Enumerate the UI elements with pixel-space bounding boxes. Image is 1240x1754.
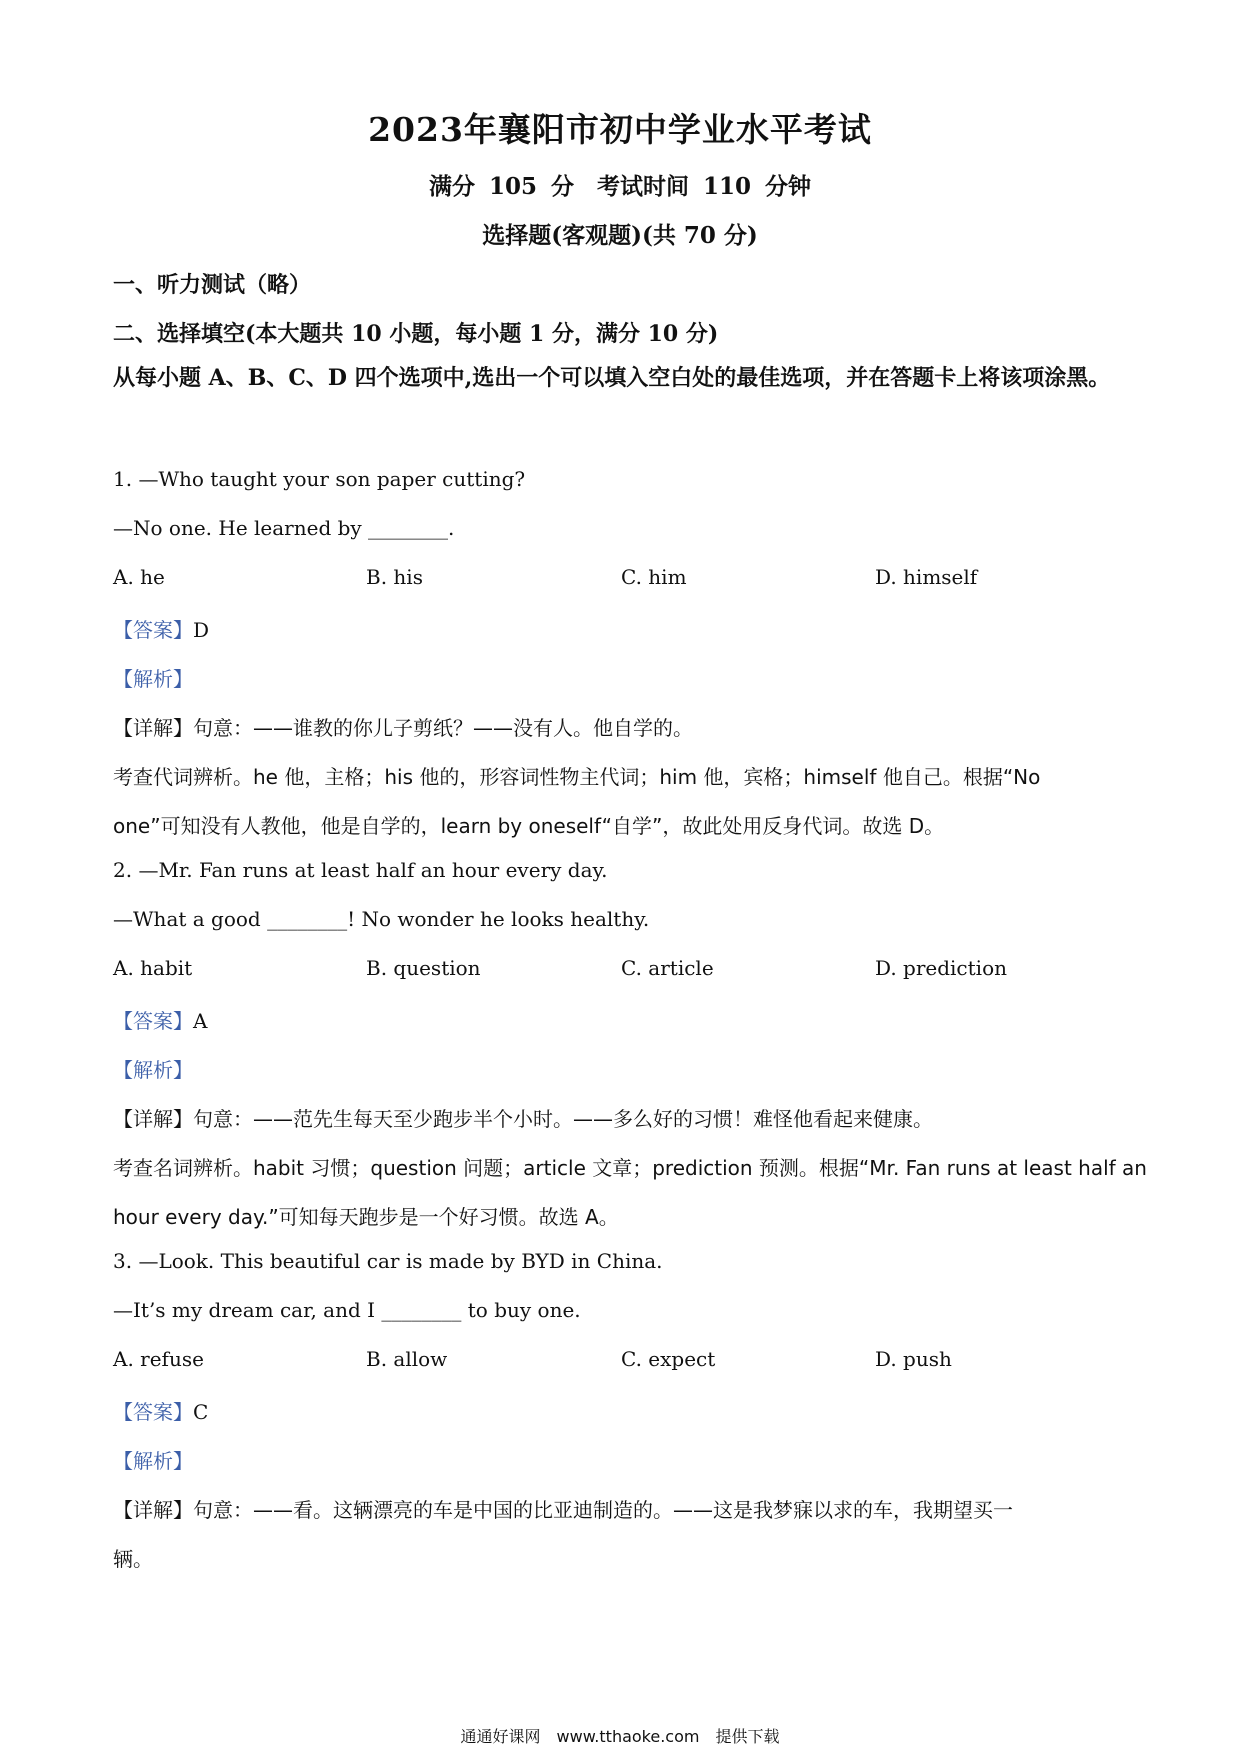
q2-explain-1: 考查名词辨析。habit 习惯；question 问题；article 文章；prediction 预测。根据“Mr. Fan runs at least half an	[113, 1156, 1147, 1180]
detail-text: 句意：——范先生每天至少跑步半个小时。——多么好的习惯！难怪他看起来健康。	[193, 1107, 933, 1131]
exam-subtitle: 满分 105 分 考试时间 110 分钟	[428, 173, 812, 200]
q3-line1: 3. —Look. This beautiful car is made by BYD in China.	[113, 1249, 663, 1273]
q2-line2: —What a good ________! No wonder he looks healthy.	[113, 907, 650, 931]
q2-detail	[113, 1103, 933, 1132]
q1-option-b: B. his	[366, 565, 423, 589]
q3-line2: —It’s my dream car, and I ________ to buy one.	[113, 1298, 581, 1322]
q2-analysis	[113, 1054, 193, 1083]
q1-explain-1: 考查代词辨析。he 他，主格；his 他的，形容词性物主代词；him 他，宾格；himself 他自己。根据“No	[113, 765, 1041, 789]
q2-answer	[113, 1005, 207, 1034]
answer-label: 【答案】	[113, 1400, 193, 1424]
analysis-label: 【解析】	[113, 667, 193, 691]
part1-heading: 一、听力测试（略）	[113, 272, 312, 298]
analysis-label: 【解析】	[113, 1058, 193, 1082]
detail-text: 句意：——谁教的你儿子剪纸？——没有人。他自学的。	[193, 716, 693, 740]
q1-line2: —No one. He learned by ________.	[113, 516, 455, 540]
q2-explain-2: hour every day.”可知每天跑步是一个好习惯。故选 A。	[113, 1205, 619, 1229]
q1-explain-2: one”可知没有人教他，他是自学的，learn by oneself“自学”，故此处用反身代词。故选 D。	[113, 814, 945, 838]
q2-option-a: A. habit	[113, 956, 193, 980]
q3-option-b: B. allow	[366, 1347, 448, 1371]
q3-explain-1: 辆。	[113, 1547, 153, 1571]
section-label: 选择题(客观题)(共 70 分)	[482, 222, 758, 249]
analysis-label: 【解析】	[113, 1449, 193, 1473]
part2-heading: 二、选择填空(本大题共 10 小题，每小题 1 分，满分 10 分)	[113, 321, 719, 347]
q1-option-a: A. he	[113, 565, 165, 589]
answer-value: A	[193, 1009, 208, 1033]
answer-label: 【答案】	[113, 618, 193, 642]
answer-value: C	[193, 1400, 209, 1424]
answer-value: D	[193, 618, 210, 642]
q3-option-d: D. push	[875, 1347, 952, 1371]
detail-label: 【详解】	[113, 1498, 193, 1522]
detail-text: 句意：——看。这辆漂亮的车是中国的比亚迪制造的。——这是我梦寐以求的车，我期望买一	[193, 1498, 1013, 1522]
detail-label: 【详解】	[113, 716, 193, 740]
q1-detail	[113, 712, 693, 741]
q3-detail	[113, 1494, 1013, 1523]
exam-title: 2023年襄阳市初中学业水平考试	[368, 110, 872, 149]
q1-line1: 1. —Who taught your son paper cutting?	[113, 467, 526, 491]
q2-option-c: C. article	[621, 956, 714, 980]
q3-analysis	[113, 1445, 193, 1474]
q3-option-a: A. refuse	[113, 1347, 204, 1371]
detail-label: 【详解】	[113, 1107, 193, 1131]
q1-option-c: C. him	[621, 565, 687, 589]
q3-answer	[113, 1396, 208, 1425]
instruction-text: 从每小题 A、B、C、D 四个选项中,选出一个可以填入空白处的最佳选项，并在答题卡上将该项涂黑。	[113, 365, 1111, 391]
q1-answer	[113, 614, 209, 643]
q2-option-d: D. prediction	[875, 956, 1007, 980]
q2-option-b: B. question	[366, 956, 481, 980]
q1-analysis	[113, 663, 193, 692]
q2-line1: 2. —Mr. Fan runs at least half an hour every day.	[113, 858, 608, 882]
q1-option-d: D. himself	[875, 565, 978, 589]
footer-source: 通通好课网 www.tthaoke.com 提供下载	[460, 1727, 780, 1746]
answer-label: 【答案】	[113, 1009, 193, 1033]
q3-option-c: C. expect	[621, 1347, 716, 1371]
